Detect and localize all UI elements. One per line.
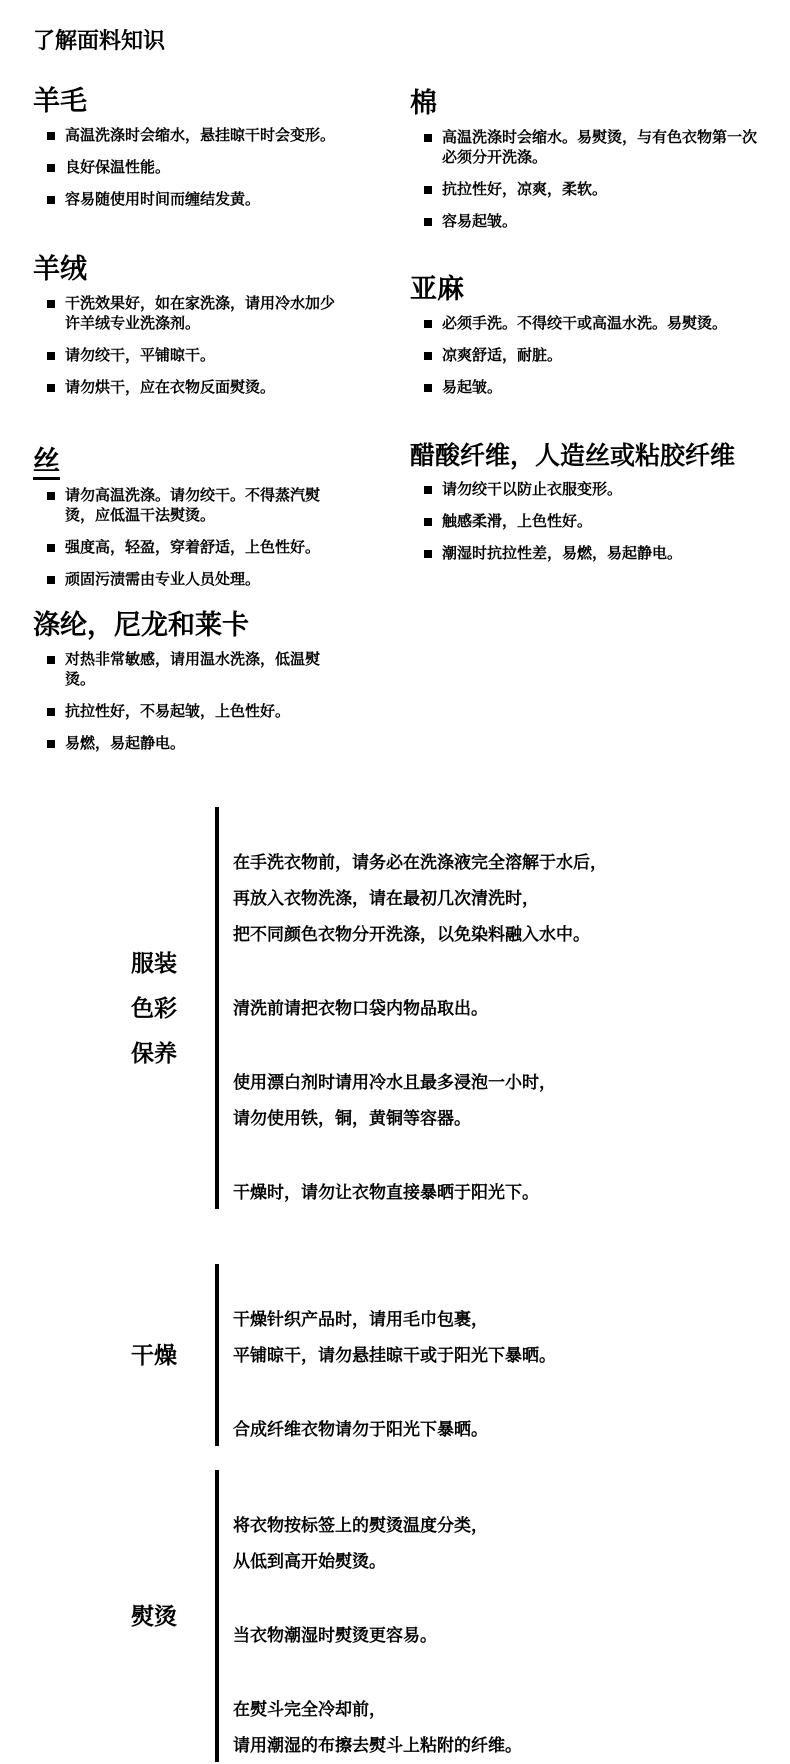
care-text xyxy=(233,1262,673,1448)
page-title: 了解面料知识 xyxy=(33,28,166,53)
bullet-list xyxy=(410,314,766,398)
bullet-square-icon xyxy=(47,656,55,664)
care-divider-bar xyxy=(215,1470,219,1762)
care-line: 干燥针织产品时，请用毛巾包裹， xyxy=(233,1310,488,1329)
bullet-item: 触感柔滑，上色性好。 xyxy=(424,512,766,532)
bullet-item: 顽固污渍需由专业人员处理。 xyxy=(47,570,335,590)
care-text xyxy=(233,1468,673,1764)
care-line: 当衣物潮湿时熨烫更容易。 xyxy=(233,1626,437,1645)
bullet-item: 抗拉性好，凉爽，柔软。 xyxy=(424,180,766,200)
bullet-square-icon xyxy=(47,300,55,308)
section-heading: 亚麻 xyxy=(410,274,464,304)
bullet-square-icon xyxy=(47,544,55,552)
section-heading: 丝 xyxy=(33,446,335,477)
bullet-item: 请勿绞干，平铺晾干。 xyxy=(47,346,335,366)
section-wool xyxy=(33,86,335,222)
care-line: 再放入衣物洗涤，请在最初几次清洗时， xyxy=(233,889,539,908)
bullet-list xyxy=(33,650,335,754)
care-section-color-care xyxy=(0,805,790,1211)
bullet-item: 抗拉性好，不易起皱，上色性好。 xyxy=(47,702,335,722)
bullet-item: 潮湿时抗拉性差，易燃，易起静电。 xyxy=(424,544,766,564)
bullet-item: 高温洗涤时会缩水。易熨烫，与有色衣物第一次必须分开洗涤。 xyxy=(424,128,766,168)
section-heading: 棉 xyxy=(410,88,437,118)
bullet-square-icon xyxy=(424,134,432,142)
bullet-list xyxy=(33,486,335,590)
bullet-square-icon xyxy=(424,218,432,226)
care-line: 将衣物按标签上的熨烫温度分类， xyxy=(233,1516,488,1535)
care-line: 请用潮湿的布擦去熨斗上粘附的纤维。 xyxy=(233,1736,522,1755)
care-section-ironing xyxy=(0,1468,790,1764)
care-line: 在手洗衣物前，请务必在洗涤液完全溶解于水后， xyxy=(233,853,607,872)
care-line: 使用漂白剂时请用冷水且最多浸泡一小时， xyxy=(233,1073,556,1092)
bullet-square-icon xyxy=(424,486,432,494)
bullet-square-icon xyxy=(47,352,55,360)
care-section-label: 服装 色彩 保养 xyxy=(131,949,177,1066)
section-heading: 涤纶，尼龙和莱卡 xyxy=(33,610,249,640)
bullet-item: 高温洗涤时会缩水，悬挂晾干时会变形。 xyxy=(47,126,335,146)
care-line: 干燥时，请勿让衣物直接暴晒于阳光下。 xyxy=(233,1183,539,1202)
bullet-item: 请勿烘干，应在衣物反面熨烫。 xyxy=(47,378,335,398)
care-divider-bar xyxy=(215,807,219,1209)
care-divider-bar xyxy=(215,1264,219,1446)
bullet-item: 容易随使用时间而缠结发黄。 xyxy=(47,190,335,210)
bullet-square-icon xyxy=(47,492,55,500)
bullet-square-icon xyxy=(47,132,55,140)
bullet-item: 良好保温性能。 xyxy=(47,158,335,178)
section-silk xyxy=(33,446,335,602)
care-text xyxy=(233,805,673,1211)
bullet-list xyxy=(410,480,766,564)
section-linen xyxy=(410,274,766,410)
care-line: 请勿使用铁，铜，黄铜等容器。 xyxy=(233,1109,471,1128)
care-line: 从低到高开始熨烫。 xyxy=(233,1552,386,1571)
bullet-item: 请勿高温洗涤。请勿绞干。不得蒸汽熨烫，应低温干法熨烫。 xyxy=(47,486,335,526)
bullet-square-icon xyxy=(424,352,432,360)
bullet-square-icon xyxy=(47,164,55,172)
section-heading: 羊绒 xyxy=(33,254,87,284)
bullet-square-icon xyxy=(424,186,432,194)
bullet-list xyxy=(33,294,335,398)
section-acetate-rayon-viscose xyxy=(410,442,766,576)
bullet-square-icon xyxy=(424,518,432,526)
bullet-item: 强度高，轻盈，穿着舒适，上色性好。 xyxy=(47,538,335,558)
bullet-item: 易燃，易起静电。 xyxy=(47,734,335,754)
section-cashmere xyxy=(33,254,335,410)
care-line: 合成纤维衣物请勿于阳光下暴晒。 xyxy=(233,1420,488,1439)
care-line: 清洗前请把衣物口袋内物品取出。 xyxy=(233,999,488,1018)
bullet-item: 必须手洗。不得绞干或高温水洗。易熨烫。 xyxy=(424,314,766,334)
care-line: 把不同颜色衣物分开洗涤，以免染料融入水中。 xyxy=(233,925,590,944)
bullet-list xyxy=(410,128,766,232)
bullet-square-icon xyxy=(47,740,55,748)
section-heading: 羊毛 xyxy=(33,86,87,116)
care-section-label: 熨烫 xyxy=(131,1602,177,1629)
section-cotton xyxy=(410,88,766,244)
care-section-label: 干燥 xyxy=(131,1341,177,1368)
bullet-square-icon xyxy=(47,384,55,392)
bullet-item: 对热非常敏感，请用温水洗涤，低温熨烫。 xyxy=(47,650,335,690)
bullet-square-icon xyxy=(47,196,55,204)
bullet-list xyxy=(33,126,335,210)
bullet-item: 请勿绞干以防止衣服变形。 xyxy=(424,480,766,500)
section-polyester-nylon-lycra xyxy=(33,610,335,766)
bullet-square-icon xyxy=(424,384,432,392)
section-heading: 醋酸纤维，人造丝或粘胶纤维 xyxy=(410,442,736,470)
care-line: 在熨斗完全冷却前， xyxy=(233,1700,386,1719)
bullet-square-icon xyxy=(47,576,55,584)
bullet-item: 容易起皱。 xyxy=(424,212,766,232)
bullet-square-icon xyxy=(424,320,432,328)
care-section-drying xyxy=(0,1262,790,1448)
care-line: 平铺晾干，请勿悬挂晾干或于阳光下暴晒。 xyxy=(233,1346,556,1365)
bullet-item: 易起皱。 xyxy=(424,378,766,398)
bullet-item: 凉爽舒适，耐脏。 xyxy=(424,346,766,366)
bullet-square-icon xyxy=(424,550,432,558)
bullet-square-icon xyxy=(47,708,55,716)
bullet-item: 干洗效果好，如在家洗涤，请用冷水加少许羊绒专业洗涤剂。 xyxy=(47,294,335,334)
